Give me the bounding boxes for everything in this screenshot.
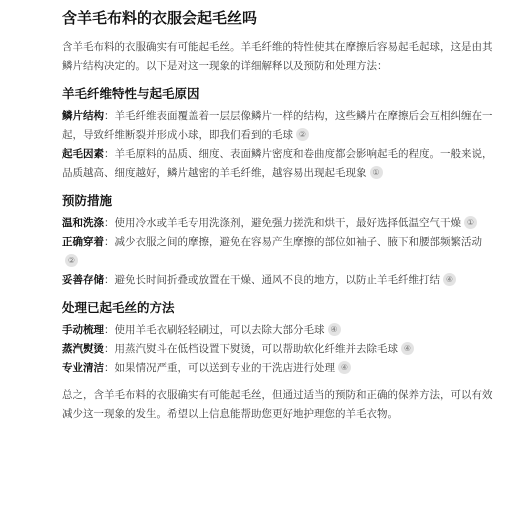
item-text: ：使用羊毛衣刷轻轻刷过，可以去除大部分毛球 <box>104 324 325 336</box>
item-text: ：使用冷水或羊毛专用洗涤剂，避免强力搓洗和烘干，最好选择低温空气干燥 <box>104 217 461 229</box>
list-item <box>62 340 496 359</box>
item-text: ：如果情况严重，可以送到专业的干洗店进行处理 <box>104 362 335 374</box>
citation-badge[interactable]: ② <box>296 128 309 141</box>
conclusion-paragraph: 总之，含羊毛布料的衣服确实有可能起毛丝，但通过适当的预防和正确的保养方法，可以有效减少这一现象的发生。希望以上信息能帮助您更好地护理您的羊毛衣物。 <box>62 389 493 420</box>
section-heading: 预防措施 <box>62 193 113 208</box>
citation-badge[interactable]: ② <box>65 254 78 267</box>
section-heading: 羊毛纤维特性与起毛原因 <box>62 86 200 101</box>
item-label: 鳞片结构 <box>62 110 104 122</box>
citation-badge[interactable]: ① <box>370 166 383 179</box>
list-item <box>62 145 496 183</box>
item-label: 起毛因素 <box>62 148 104 160</box>
item-text: ：用蒸汽熨斗在低档设置下熨烫，可以帮助软化纤维并去除毛球 <box>104 343 398 355</box>
section-treatment <box>62 299 496 378</box>
item-label: 手动梳理 <box>62 324 104 336</box>
item-text: ：羊毛纤维表面覆盖着一层层像鳞片一样的结构，这些鳞片在摩擦后会互相纠缠在一起，导致纤维断裂并形成小球，即我们看到的毛球 <box>62 110 493 141</box>
list-item <box>62 107 496 145</box>
citation-badge[interactable]: ④ <box>401 342 414 355</box>
page-title: 含羊毛布料的衣服会起毛丝吗 <box>62 9 258 27</box>
item-text: ：羊毛原料的品质、细度、表面鳞片密度和卷曲度都会影响起毛的程度。一般来说，品质越高、细度越好，鳞片越密的羊毛纤维，越容易出现起毛现象 <box>62 148 493 179</box>
list-item <box>62 321 496 340</box>
section-heading: 处理已起毛丝的方法 <box>62 300 175 315</box>
citation-badge[interactable]: ④ <box>443 273 456 286</box>
intro-paragraph: 含羊毛布料的衣服确实有可能起毛丝。羊毛纤维的特性使其在摩擦后容易起毛起球，这是由其鳞片结构决定的。以下是对这一现象的详细解释以及预防和处理方法： <box>62 41 493 72</box>
item-label: 温和洗涤 <box>62 217 104 229</box>
citation-badge[interactable]: ④ <box>328 323 341 336</box>
list-item <box>62 359 496 378</box>
section-prevention <box>62 192 496 290</box>
citation-badge[interactable]: ④ <box>338 361 351 374</box>
section-causes <box>62 85 496 183</box>
list-item <box>62 271 496 290</box>
list-item <box>62 214 496 233</box>
list-item <box>62 233 496 271</box>
item-text: ：避免长时间折叠或放置在干燥、通风不良的地方，以防止羊毛纤维打结 <box>104 274 440 286</box>
item-text: ：减少衣服之间的摩擦，避免在容易产生摩擦的部位如袖子、腋下和腰部频繁活动 <box>104 236 482 248</box>
item-label: 专业清洁 <box>62 362 104 374</box>
item-label: 妥善存储 <box>62 274 104 286</box>
citation-badge[interactable]: ① <box>464 216 477 229</box>
item-label: 正确穿着 <box>62 236 104 248</box>
item-label: 蒸汽熨烫 <box>62 343 104 355</box>
